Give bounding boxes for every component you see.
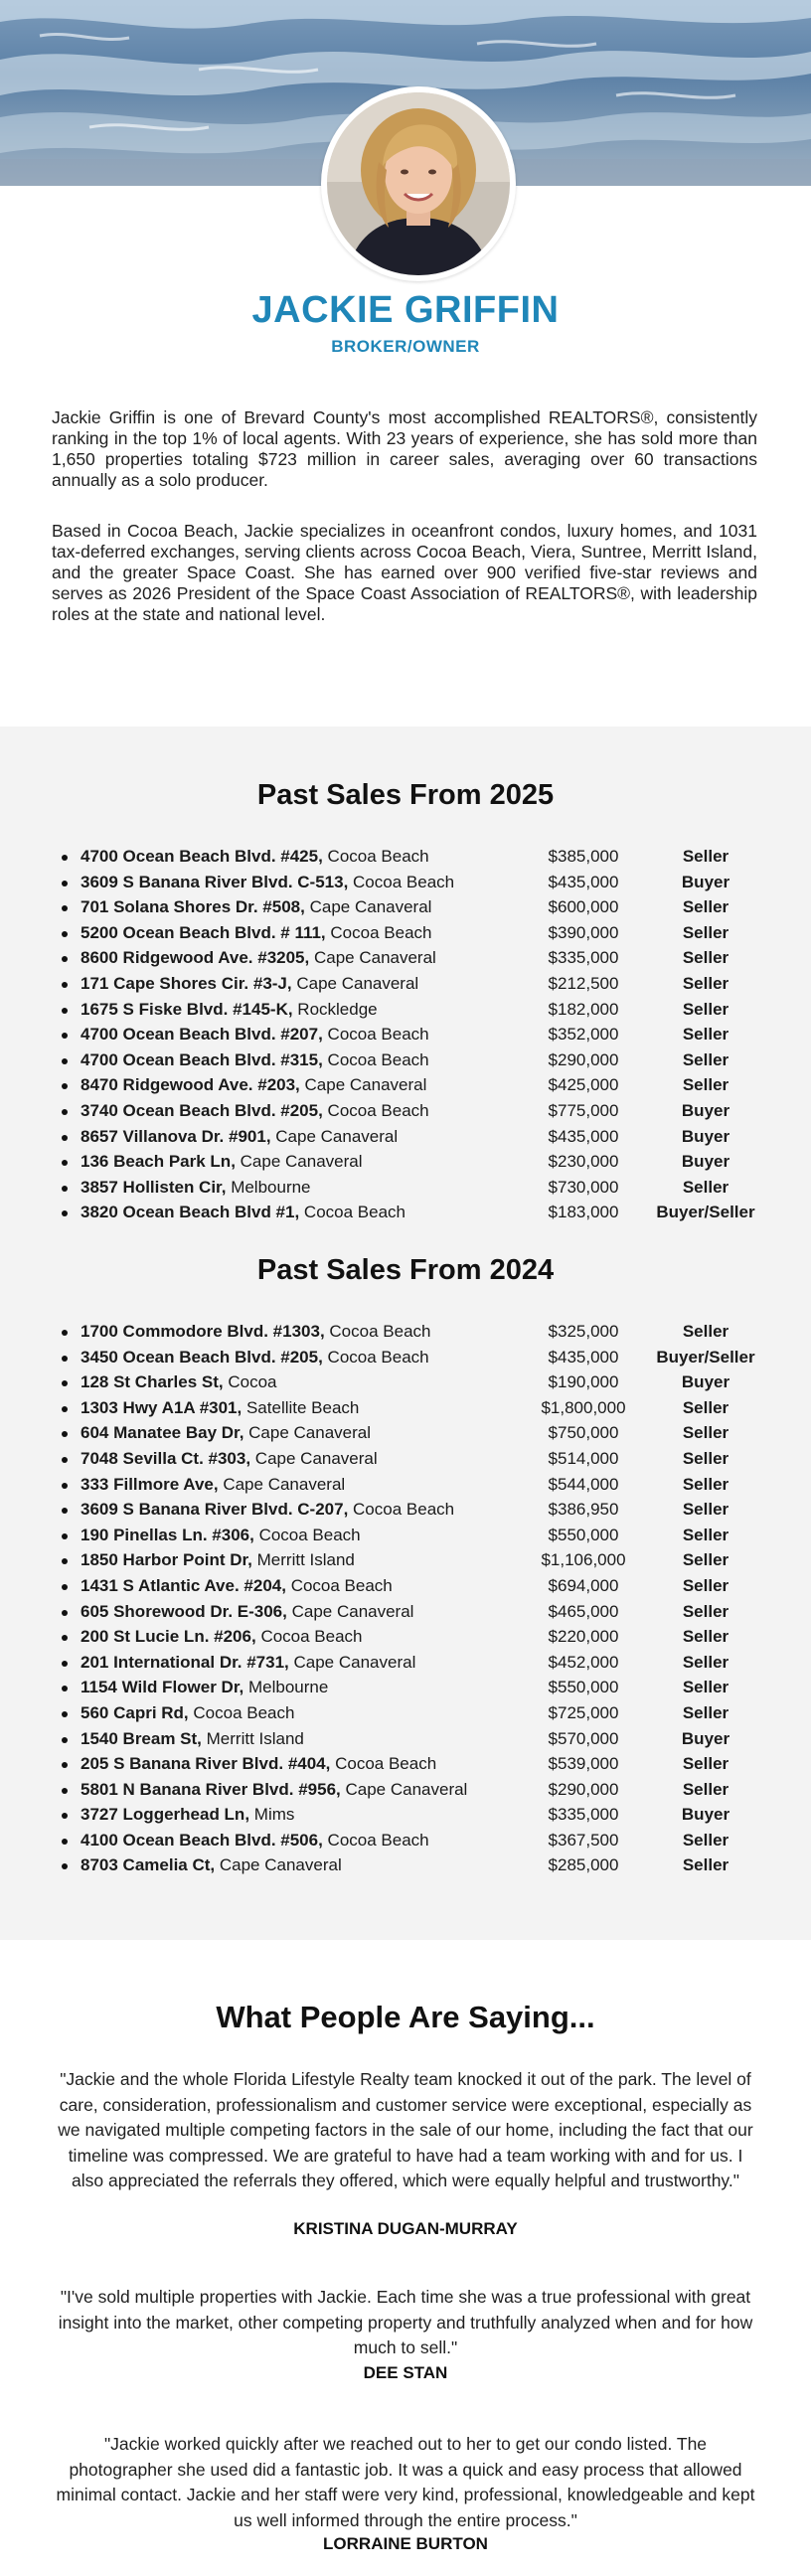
agent-name: JACKIE GRIFFIN	[251, 289, 560, 331]
sale-role: Seller	[682, 1702, 730, 1722]
sale-role: Seller	[682, 1779, 730, 1799]
sale-city: Cocoa Beach	[329, 1322, 431, 1341]
sale-street: 3609 S Banana River Blvd. C-207,	[81, 1500, 349, 1520]
sale-row	[62, 1547, 777, 1573]
testimonial-author-1: KRISTINA DUGAN-MURRAY	[293, 2219, 518, 2238]
sale-city: Cape Canaveral	[304, 1075, 427, 1095]
sale-role: Seller	[682, 897, 730, 917]
bullet-icon	[62, 1762, 68, 1768]
sale-price: $550,000	[548, 1525, 619, 1544]
sale-city: Rockledge	[297, 999, 378, 1019]
sale-city: Cocoa Beach	[353, 872, 455, 891]
sale-price: $600,000	[548, 897, 619, 917]
sale-price: $1,106,000	[541, 1550, 626, 1570]
sale-street: 4100 Ocean Beach Blvd. #506,	[81, 1830, 323, 1850]
sale-city: Cocoa Beach	[327, 1830, 429, 1850]
sale-city: Cocoa Beach	[327, 847, 429, 866]
sale-city: Cape Canaveral	[223, 1474, 346, 1494]
sale-address	[81, 945, 436, 971]
sale-role: Buyer/Seller	[656, 1347, 755, 1367]
sale-street: 3857 Hollisten Cir,	[81, 1177, 227, 1197]
sale-city: Cocoa Beach	[327, 1100, 429, 1120]
sale-city: Cape Canaveral	[296, 973, 419, 993]
sale-street: 4700 Ocean Beach Blvd. #425,	[81, 847, 323, 866]
bullet-icon	[62, 1558, 68, 1564]
sale-row	[62, 1472, 777, 1498]
bullet-icon	[62, 1186, 68, 1192]
sale-price: $550,000	[548, 1678, 619, 1697]
sale-role: Seller	[682, 1397, 730, 1417]
sale-row	[62, 1802, 777, 1828]
sale-city: Cape Canaveral	[345, 1779, 468, 1799]
bullet-icon	[62, 1008, 68, 1014]
sale-price: $730,000	[548, 1177, 619, 1197]
sale-role: Seller	[682, 1830, 730, 1850]
testimonial-quote-1: "Jackie and the whole Florida Lifestyle Realty team knocked it out of the park. The level of care, consideration, professionalism and customer service were exceptional, especially as we navigated multiple competing factors in the sale of our home, including the fact that our timeline was compressed. We are grateful to have had a team working with and for us. I also appreciated the referrals they offered, which were equally helpful and trustworthy."	[58, 2069, 753, 2190]
sale-role: Buyer	[681, 872, 730, 891]
sales-2025-heading: Past Sales From 2025	[256, 779, 555, 811]
sale-price: $390,000	[548, 922, 619, 942]
sale-role: Seller	[682, 1525, 730, 1544]
sale-price: $335,000	[548, 1805, 619, 1825]
bullet-icon	[62, 931, 68, 937]
sale-city: Cape Canaveral	[313, 948, 436, 968]
sale-role: Seller	[682, 922, 730, 942]
sale-role: Seller	[682, 1049, 730, 1069]
sale-address	[81, 1624, 363, 1650]
sale-city: Cocoa Beach	[327, 1049, 429, 1069]
sale-city: Cocoa Beach	[327, 1025, 429, 1045]
sale-street: 1540 Bream St,	[81, 1728, 202, 1748]
bullet-icon	[62, 956, 68, 962]
sale-city: Merritt Island	[206, 1728, 304, 1748]
sale-role: Seller	[682, 1423, 730, 1443]
sale-street: 200 St Lucie Ln. #206,	[81, 1627, 256, 1647]
sale-city: Cocoa	[228, 1372, 277, 1392]
sale-price: $190,000	[548, 1372, 619, 1392]
sale-address	[81, 1175, 311, 1201]
bio-paragraph-1: Jackie Griffin is one of Brevard County's most accomplished REALTORS®, consistently ranking in the top 1% of local agents. With 23 years of experience, she has sold more than 1,650 properties totaling $723 million in career sales, averaging over 60 transactions annually as a solo producer.	[52, 407, 757, 490]
sale-role: Seller	[682, 1448, 730, 1468]
sale-city: Cocoa Beach	[303, 1203, 406, 1222]
sale-address	[81, 1319, 430, 1345]
sale-city: Melbourne	[231, 1177, 311, 1197]
sale-row	[62, 1624, 777, 1650]
portrait-image	[327, 92, 510, 275]
sale-role: Seller	[682, 1678, 730, 1697]
sale-row	[62, 971, 777, 997]
bullet-icon	[62, 1380, 68, 1386]
sales-2025-list	[62, 844, 777, 1225]
bullet-icon	[62, 1457, 68, 1463]
sale-street: 3740 Ocean Beach Blvd. #205,	[81, 1100, 323, 1120]
sale-row	[62, 1599, 777, 1625]
bullet-icon	[62, 1431, 68, 1437]
sale-price: $435,000	[548, 1126, 619, 1146]
sale-address	[81, 1599, 413, 1625]
sale-row	[62, 1098, 777, 1124]
sale-address	[81, 1149, 363, 1175]
sale-row	[62, 1369, 777, 1395]
sale-row	[62, 1650, 777, 1676]
sale-price: $386,950	[548, 1500, 619, 1520]
sale-city: Cape Canaveral	[275, 1126, 399, 1146]
sale-address	[81, 1828, 429, 1853]
sale-city: Merritt Island	[256, 1550, 355, 1570]
sale-price: $544,000	[548, 1474, 619, 1494]
sale-price: $230,000	[548, 1152, 619, 1172]
bullet-icon	[62, 982, 68, 988]
bullet-icon	[62, 1610, 68, 1616]
sale-price: $290,000	[548, 1779, 619, 1799]
sale-street: 128 St Charles St,	[81, 1372, 224, 1392]
sale-address	[81, 1022, 429, 1047]
bullet-icon	[62, 1210, 68, 1216]
sale-price: $285,000	[548, 1855, 619, 1875]
sale-street: 1850 Harbor Point Dr,	[81, 1550, 252, 1570]
sale-address	[81, 1777, 467, 1803]
sale-row	[62, 1047, 777, 1073]
sale-street: 4700 Ocean Beach Blvd. #315,	[81, 1049, 323, 1069]
sale-address	[81, 997, 378, 1023]
sale-street: 5801 N Banana River Blvd. #956,	[81, 1779, 341, 1799]
sale-row	[62, 870, 777, 895]
sale-price: $435,000	[548, 872, 619, 891]
sale-street: 3450 Ocean Beach Blvd. #205,	[81, 1347, 323, 1367]
sale-role: Seller	[682, 1075, 730, 1095]
sale-role: Seller	[682, 1025, 730, 1045]
bullet-icon	[62, 1737, 68, 1743]
bullet-icon	[62, 1635, 68, 1641]
sale-price: $290,000	[548, 1049, 619, 1069]
testimonials-heading: What People Are Saying...	[216, 2000, 595, 2034]
sale-street: 604 Manatee Bay Dr,	[81, 1423, 244, 1443]
sale-city: Cocoa Beach	[290, 1575, 393, 1595]
sale-role: Seller	[682, 1550, 730, 1570]
sale-price: $335,000	[548, 948, 619, 968]
sales-2024-heading: Past Sales From 2024	[256, 1254, 555, 1286]
bullet-icon	[62, 1711, 68, 1717]
sale-street: 136 Beach Park Ln,	[81, 1152, 236, 1172]
sale-price: $352,000	[548, 1025, 619, 1045]
sale-city: Melbourne	[247, 1678, 329, 1697]
bullet-icon	[62, 1160, 68, 1166]
sale-row	[62, 1726, 777, 1752]
sale-role: Seller	[682, 1500, 730, 1520]
sale-price: $452,000	[548, 1652, 619, 1672]
sale-row	[62, 1022, 777, 1047]
sale-role: Buyer	[681, 1728, 730, 1748]
sale-row	[62, 1675, 777, 1700]
bullet-icon	[62, 1508, 68, 1514]
sale-price: $570,000	[548, 1728, 619, 1748]
sale-role: Seller	[682, 1754, 730, 1774]
sale-street: 3609 S Banana River Blvd. C-513,	[81, 872, 349, 891]
sale-price: $367,500	[548, 1830, 619, 1850]
sale-row	[62, 997, 777, 1023]
sale-price: $539,000	[548, 1754, 619, 1774]
bullet-icon	[62, 1533, 68, 1539]
sale-address	[81, 1852, 342, 1878]
sale-street: 1700 Commodore Blvd. #1303,	[81, 1322, 325, 1341]
sale-row	[62, 1777, 777, 1803]
agent-title: BROKER/OWNER	[331, 337, 480, 356]
sale-price: $220,000	[548, 1627, 619, 1647]
sale-row	[62, 1200, 777, 1225]
sale-row	[62, 1446, 777, 1472]
sale-street: 3727 Loggerhead Ln,	[81, 1805, 250, 1825]
sale-street: 8703 Camelia Ct,	[81, 1855, 216, 1875]
bullet-icon	[62, 855, 68, 861]
sale-row	[62, 894, 777, 920]
sale-role: Seller	[682, 1575, 730, 1595]
sale-address	[81, 1650, 415, 1676]
sale-city: Cape Canaveral	[291, 1601, 414, 1621]
bullet-icon	[62, 1356, 68, 1362]
sale-address	[81, 1802, 294, 1828]
sale-city: Cocoa Beach	[335, 1754, 437, 1774]
bullet-icon	[62, 905, 68, 911]
sale-street: 1154 Wild Flower Dr,	[81, 1678, 244, 1697]
sale-price: $435,000	[548, 1347, 619, 1367]
sale-role: Seller	[682, 1177, 730, 1197]
sale-role: Seller	[682, 948, 730, 968]
sale-row	[62, 945, 777, 971]
bullet-icon	[62, 1109, 68, 1115]
sale-city: Cocoa Beach	[193, 1702, 295, 1722]
bullet-icon	[62, 1330, 68, 1336]
sale-address	[81, 1523, 361, 1548]
sale-street: 5200 Ocean Beach Blvd. # 111,	[81, 922, 326, 942]
sale-price: $514,000	[548, 1448, 619, 1468]
bullet-icon	[62, 1686, 68, 1691]
sale-row	[62, 1497, 777, 1523]
bullet-icon	[62, 1483, 68, 1489]
sale-price: $182,000	[548, 999, 619, 1019]
sale-street: 8600 Ridgewood Ave. #3205,	[81, 948, 310, 968]
sale-street: 171 Cape Shores Cir. #3-J,	[81, 973, 292, 993]
sale-address	[81, 894, 431, 920]
sale-street: 4700 Ocean Beach Blvd. #207,	[81, 1025, 323, 1045]
sale-address	[81, 1047, 429, 1073]
sale-city: Cape Canaveral	[219, 1855, 342, 1875]
sale-row	[62, 1751, 777, 1777]
sale-address	[81, 1395, 359, 1421]
sale-address	[81, 1369, 277, 1395]
sale-price: $465,000	[548, 1601, 619, 1621]
sale-role: Seller	[682, 1627, 730, 1647]
sale-city: Cocoa Beach	[330, 922, 432, 942]
sale-role: Buyer	[681, 1152, 730, 1172]
agent-portrait-avatar	[321, 86, 516, 281]
sale-row	[62, 1828, 777, 1853]
sale-role: Seller	[682, 999, 730, 1019]
bullet-icon	[62, 1661, 68, 1667]
sale-price: $694,000	[548, 1575, 619, 1595]
sale-price: $385,000	[548, 847, 619, 866]
sale-price: $1,800,000	[541, 1397, 626, 1417]
sale-address	[81, 1446, 378, 1472]
sale-row	[62, 1523, 777, 1548]
sale-role: Seller	[682, 847, 730, 866]
testimonial-author-2: DEE STAN	[363, 2363, 448, 2382]
sale-address	[81, 1751, 436, 1777]
sale-city: Cocoa Beach	[260, 1627, 363, 1647]
sale-address	[81, 1573, 393, 1599]
sale-address	[81, 1497, 454, 1523]
sale-street: 701 Solana Shores Dr. #508,	[81, 897, 305, 917]
sale-row	[62, 1175, 777, 1201]
sale-row	[62, 1395, 777, 1421]
sale-city: Cape Canaveral	[254, 1448, 378, 1468]
sale-street: 7048 Sevilla Ct. #303,	[81, 1448, 251, 1468]
sale-price: $325,000	[548, 1322, 619, 1341]
bullet-icon	[62, 1033, 68, 1039]
sale-address	[81, 870, 454, 895]
sale-street: 3820 Ocean Beach Blvd #1,	[81, 1203, 300, 1222]
sale-row	[62, 1319, 777, 1345]
bullet-icon	[62, 881, 68, 886]
sales-2024-list	[62, 1319, 777, 1878]
sale-price: $183,000	[548, 1203, 619, 1222]
sale-role: Seller	[682, 1855, 730, 1875]
sale-city: Cocoa Beach	[258, 1525, 361, 1544]
sale-address	[81, 920, 431, 946]
sale-row	[62, 1072, 777, 1098]
sale-role: Seller	[682, 973, 730, 993]
sale-city: Satellite Beach	[245, 1397, 360, 1417]
sale-role: Seller	[682, 1601, 730, 1621]
sale-row	[62, 1149, 777, 1175]
sale-city: Cape Canaveral	[240, 1152, 363, 1172]
sale-address	[81, 1124, 398, 1150]
sale-street: 201 International Dr. #731,	[81, 1652, 289, 1672]
sale-city: Cape Canaveral	[293, 1652, 416, 1672]
sale-role: Seller	[682, 1322, 730, 1341]
sale-row	[62, 920, 777, 946]
bullet-icon	[62, 1058, 68, 1064]
sale-street: 8470 Ridgewood Ave. #203,	[81, 1075, 300, 1095]
sale-row	[62, 1420, 777, 1446]
sale-row	[62, 1700, 777, 1726]
sale-role: Buyer	[681, 1372, 730, 1392]
bio-paragraph-2: Based in Cocoa Beach, Jackie specializes in oceanfront condos, luxury homes, and 1031 tax-deferred exchanges, serving clients across Cocoa Beach, Viera, Suntree, Merritt Island, and the greater Space Coast. She has earned over 900 verified five-star reviews and serves as 2026 President of the Space Coast Association of REALTORS®, with leadership roles at the state and national level.	[52, 521, 757, 624]
bullet-icon	[62, 1813, 68, 1819]
past-sales-section	[0, 726, 811, 1940]
sale-street: 560 Capri Rd,	[81, 1702, 189, 1722]
sale-address	[81, 1547, 355, 1573]
sale-address	[81, 1072, 426, 1098]
sale-row	[62, 1124, 777, 1150]
sale-address	[81, 1472, 345, 1498]
sale-address	[81, 1700, 294, 1726]
sale-street: 1303 Hwy A1A #301,	[81, 1397, 243, 1417]
sale-role: Seller	[682, 1652, 730, 1672]
sale-role: Buyer	[681, 1126, 730, 1146]
sale-city: Cape Canaveral	[248, 1423, 372, 1443]
bullet-icon	[62, 1584, 68, 1590]
sale-address	[81, 1200, 406, 1225]
testimonial-quote-2: "I've sold multiple properties with Jackie. Each time she was a true professional with great insight into the market, other competing property and truthfully analyzed when and for how much to sell."	[58, 2287, 753, 2357]
sale-address	[81, 1098, 429, 1124]
sale-city: Cocoa Beach	[327, 1347, 429, 1367]
bullet-icon	[62, 1839, 68, 1845]
sale-city: Mims	[253, 1805, 295, 1825]
sale-row	[62, 1345, 777, 1370]
sale-price: $425,000	[548, 1075, 619, 1095]
sale-city: Cape Canaveral	[309, 897, 432, 917]
sale-street: 8657 Villanova Dr. #901,	[81, 1126, 271, 1146]
sale-role: Seller	[682, 1474, 730, 1494]
testimonial-quote-3: "Jackie worked quickly after we reached out to her to get our condo listed. The photographer she used did a fantastic job. It was a quick and easy process that allowed minimal contact. Jackie and her staff were very kind, professional, knowledgeable and kept us well informed through the entire process."	[56, 2434, 755, 2530]
sale-street: 190 Pinellas Ln. #306,	[81, 1525, 254, 1544]
sale-street: 333 Fillmore Ave,	[81, 1474, 219, 1494]
sale-row	[62, 844, 777, 870]
sale-role: Buyer	[681, 1100, 730, 1120]
sale-street: 1431 S Atlantic Ave. #204,	[81, 1575, 286, 1595]
sale-role: Buyer/Seller	[656, 1203, 755, 1222]
sale-price: $725,000	[548, 1702, 619, 1722]
bullet-icon	[62, 1083, 68, 1089]
sale-address	[81, 1675, 328, 1700]
sale-address	[81, 1345, 429, 1370]
testimonial-author-3: LORRAINE BURTON	[323, 2534, 488, 2553]
bullet-icon	[62, 1135, 68, 1141]
sale-address	[81, 971, 418, 997]
sale-street: 1675 S Fiske Blvd. #145-K,	[81, 999, 293, 1019]
bullet-icon	[62, 1406, 68, 1412]
sale-row	[62, 1852, 777, 1878]
bullet-icon	[62, 1863, 68, 1869]
sale-street: 605 Shorewood Dr. E-306,	[81, 1601, 287, 1621]
sale-price: $750,000	[548, 1423, 619, 1443]
sale-street: 205 S Banana River Blvd. #404,	[81, 1754, 331, 1774]
bullet-icon	[62, 1788, 68, 1794]
sale-price: $212,500	[548, 973, 619, 993]
sale-address	[81, 1726, 304, 1752]
sale-row	[62, 1573, 777, 1599]
sale-address	[81, 844, 429, 870]
sale-city: Cocoa Beach	[353, 1500, 455, 1520]
sale-role: Buyer	[681, 1805, 730, 1825]
sale-price: $775,000	[548, 1100, 619, 1120]
sale-address	[81, 1420, 371, 1446]
